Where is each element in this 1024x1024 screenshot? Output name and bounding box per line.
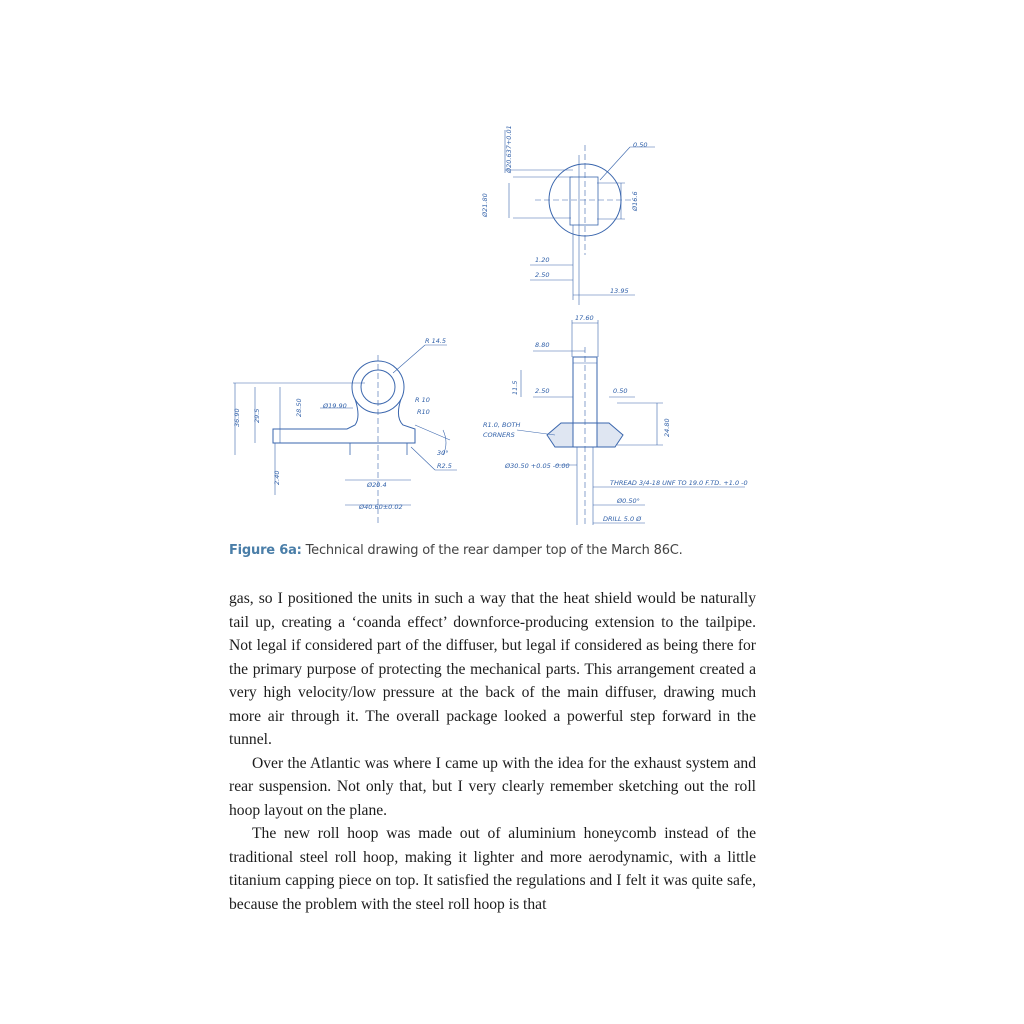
dim-right-dia30-50: Ø30.50 +0.05 -0.00: [505, 462, 570, 470]
dim-right-8-80: 8.80: [535, 341, 550, 349]
dim-right-2-50: 2.50: [535, 387, 550, 395]
dim-left-36-90: 36.90: [233, 408, 241, 427]
dim-left-r2-5: R2.5: [437, 462, 452, 470]
dim-left-2-40: 2.40: [273, 470, 281, 485]
dim-left-r10b: R10: [417, 408, 430, 416]
dim-right-0-50: 0.50: [613, 387, 628, 395]
dim-left-29-5: 29.5: [253, 408, 261, 423]
dim-top-1-20: 1.20: [535, 256, 550, 264]
dim-left-dia20-4: Ø20.4: [367, 481, 387, 489]
dim-top-dia-top: Ø20.637+0.01: [505, 125, 513, 173]
body-text: [229, 587, 756, 916]
figure-caption-text: Technical drawing of the rear damper top of the March 86C.: [305, 543, 683, 558]
dim-left-dia40-60: Ø40.60±0.02: [359, 503, 403, 511]
dim-left-angle: 30°: [437, 449, 449, 457]
dim-right-11-5: 11.5: [511, 380, 519, 395]
dim-right-17-60: 17.60: [575, 314, 594, 322]
dim-top-dia-right: Ø16.6: [631, 191, 639, 211]
figure-label: Figure 6a:: [229, 543, 302, 558]
figure-caption: [229, 543, 769, 558]
dim-right-r1-0: R1.0, BOTH: [483, 421, 521, 429]
dim-top-2-50: 2.50: [535, 271, 550, 279]
paragraph-2: Over the Atlantic was where I came up with the idea for the exhaust system and rear suspension. Not only that, but I very clearly remember sketching out the roll hoop layout on the plane.: [229, 754, 756, 819]
paragraph-3: The new roll hoop was made out of aluminium honeycomb instead of the traditional steel roll hoop, making it lighter and more aerodynamic, with a little titanium capping piece on top. It satisfied the regulations and I felt it was quite safe, because the problem with the steel roll hoop is that: [229, 825, 756, 913]
damper-top-drawing: [225, 125, 765, 535]
dim-top-dia-left: Ø21.80: [481, 193, 489, 217]
paragraph-1: gas, so I positioned the units in such a way that the heat shield would be naturally tail up, creating a ‘coanda effect’ downforce-producing extension to the tailpipe. Not legal if considered part of the diffuser, but legal if considered as being there for the primary purpose of protecting the mechanical parts. This arrangement created a very high velocity/low pressure at the back of the main diffuser, drawing much more air through it. The overall package looked a powerful step forward in the tunnel.: [229, 590, 756, 748]
dim-right-dia0-50: Ø0.50°: [617, 497, 640, 505]
dim-left-dia19-90: Ø19.90: [323, 402, 347, 410]
dim-right-drill: DRILL 5.0 Ø: [603, 515, 642, 523]
technical-drawing-figure: [225, 125, 765, 535]
dim-left-r14-5: R 14.5: [425, 337, 447, 345]
dim-left-r10: R 10: [415, 396, 430, 404]
dim-left-28-50: 28.50: [295, 398, 303, 417]
dim-top-13-95: 13.95: [610, 287, 629, 295]
dim-right-corners: CORNERS: [483, 431, 515, 439]
dim-right-thread: THREAD 3/4-18 UNF TO 19.0 F.TD. +1.0 -0: [610, 479, 748, 487]
dim-top-0-50: 0.50: [633, 141, 648, 149]
dim-right-24-80: 24.80: [663, 418, 671, 437]
